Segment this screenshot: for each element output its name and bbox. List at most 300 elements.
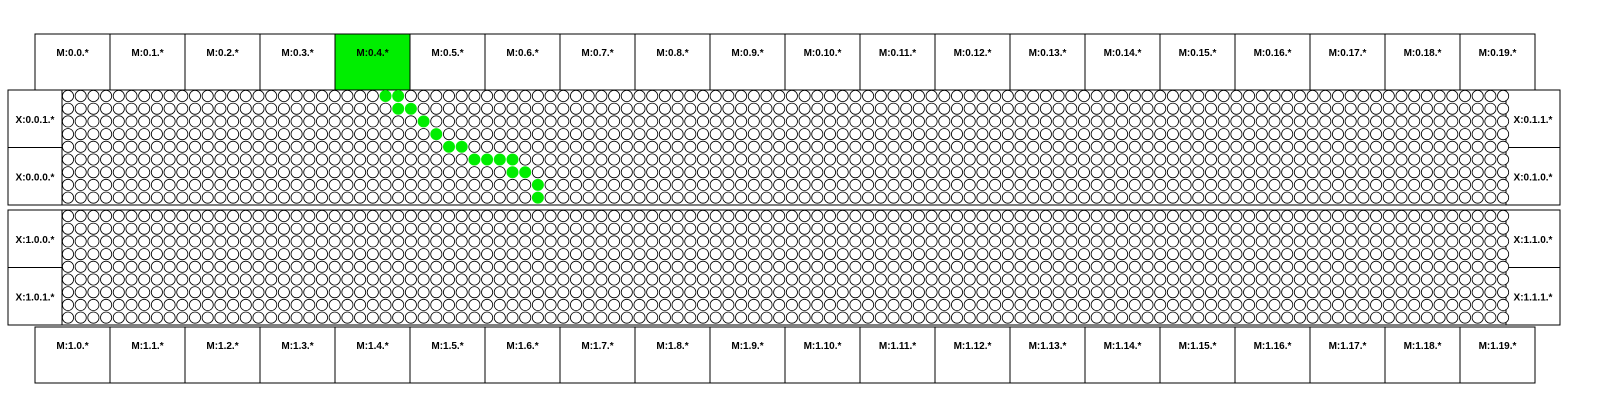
grid-node: [926, 154, 937, 165]
grid-node: [1053, 261, 1064, 272]
grid-node: [62, 312, 73, 323]
grid-node: [278, 261, 289, 272]
grid-node: [1231, 261, 1242, 272]
grid-node: [393, 210, 404, 221]
grid-node: [799, 274, 810, 285]
grid-node: [1142, 210, 1153, 221]
grid-node: [494, 141, 505, 152]
grid-node: [367, 223, 378, 234]
grid-node: [1421, 287, 1432, 298]
grid-node: [240, 141, 251, 152]
grid-node: [1447, 141, 1458, 152]
grid-node: [1205, 312, 1216, 323]
grid-node: [1028, 210, 1039, 221]
grid-node: [786, 167, 797, 178]
grid-node: [1104, 312, 1115, 323]
grid-node: [609, 154, 620, 165]
grid-node: [88, 116, 99, 127]
module-box: [1235, 34, 1310, 90]
grid-node: [215, 129, 226, 140]
grid-node: [278, 299, 289, 310]
grid-node: [558, 261, 569, 272]
grid-node: [1167, 249, 1178, 260]
grid-node: [418, 179, 429, 190]
grid-node: [596, 103, 607, 114]
grid-node: [1472, 210, 1483, 221]
module-box-frame: [1235, 34, 1310, 90]
grid-node: [1015, 90, 1026, 101]
grid-node: [570, 274, 581, 285]
grid-node: [1358, 103, 1369, 114]
grid-node: [456, 312, 467, 323]
grid-node: [1066, 116, 1077, 127]
grid-node: [1244, 192, 1255, 203]
grid-node: [139, 261, 150, 272]
grid-node: [316, 129, 327, 140]
module-box: [1235, 327, 1310, 383]
grid-node: [1485, 312, 1496, 323]
grid-node: [723, 249, 734, 260]
grid-node: [1371, 287, 1382, 298]
grid-node: [710, 236, 721, 247]
grid-node: [990, 287, 1001, 298]
grid-node: [1117, 223, 1128, 234]
grid-node: [875, 312, 886, 323]
grid-node: [697, 90, 708, 101]
grid-node: [1244, 141, 1255, 152]
grid-node: [990, 261, 1001, 272]
grid-node: [1129, 249, 1140, 260]
grid-node: [1332, 299, 1343, 310]
grid-node: [647, 90, 658, 101]
grid-node: [1421, 249, 1432, 260]
grid-node: [494, 167, 505, 178]
grid-node: [1294, 90, 1305, 101]
grid-node: [850, 223, 861, 234]
module-box-frame: [335, 327, 410, 383]
grid-node: [570, 312, 581, 323]
grid-node: [228, 90, 239, 101]
grid-node: [888, 154, 899, 165]
module-box: [110, 327, 185, 383]
grid-node: [1002, 90, 1013, 101]
grid-node: [545, 167, 556, 178]
grid-node: [139, 103, 150, 114]
grid-node: [1002, 274, 1013, 285]
grid-node: [596, 154, 607, 165]
grid-node: [1142, 192, 1153, 203]
grid-node: [837, 287, 848, 298]
grid-node: [1396, 210, 1407, 221]
module-box-frame: [35, 327, 110, 383]
grid-node: [1155, 90, 1166, 101]
grid-node: [88, 299, 99, 310]
grid-node: [355, 154, 366, 165]
grid-node: [215, 287, 226, 298]
grid-node: [1231, 179, 1242, 190]
grid-node: [139, 167, 150, 178]
grid-node: [913, 167, 924, 178]
grid-node-active: [393, 90, 404, 101]
grid-node: [545, 287, 556, 298]
grid-node: [799, 249, 810, 260]
grid-node: [1015, 179, 1026, 190]
grid-node: [88, 192, 99, 203]
grid-node: [482, 103, 493, 114]
grid-node: [1193, 236, 1204, 247]
grid-node: [1358, 154, 1369, 165]
grid-node: [1332, 116, 1343, 127]
grid-node: [824, 167, 835, 178]
grid-node: [1434, 299, 1445, 310]
grid-node: [329, 312, 340, 323]
grid-node: [723, 261, 734, 272]
grid-node: [291, 167, 302, 178]
grid-node: [647, 261, 658, 272]
grid-node: [1282, 287, 1293, 298]
grid-node: [1358, 192, 1369, 203]
grid-node: [863, 179, 874, 190]
grid-node: [266, 236, 277, 247]
grid-node: [774, 90, 785, 101]
grid-node: [926, 167, 937, 178]
grid-node: [1091, 312, 1102, 323]
grid-node: [1155, 261, 1166, 272]
grid-node: [1345, 287, 1356, 298]
grid-node: [278, 236, 289, 247]
grid-node: [596, 210, 607, 221]
grid-node: [786, 154, 797, 165]
grid-node: [990, 192, 1001, 203]
grid-node: [380, 236, 391, 247]
grid-node: [1091, 154, 1102, 165]
grid-node: [1180, 154, 1191, 165]
grid-node: [1472, 179, 1483, 190]
grid-node: [507, 249, 518, 260]
grid-node: [1307, 287, 1318, 298]
port-label-right: X:1.1.1.*: [1513, 292, 1553, 304]
grid-node: [1078, 249, 1089, 260]
grid-node: [177, 192, 188, 203]
grid-node: [532, 299, 543, 310]
grid-node: [583, 223, 594, 234]
grid-node: [1371, 274, 1382, 285]
grid-node: [1371, 312, 1382, 323]
grid-node: [710, 167, 721, 178]
module-label: M:1.12.*: [953, 341, 992, 352]
grid-node: [799, 90, 810, 101]
grid-node: [1053, 179, 1064, 190]
module-box-frame: [260, 327, 335, 383]
module-label: M:0.10.*: [803, 48, 842, 59]
grid-node: [329, 287, 340, 298]
grid-node: [824, 210, 835, 221]
grid-node: [1345, 192, 1356, 203]
grid-node: [634, 103, 645, 114]
grid-node: [228, 116, 239, 127]
grid-node: [1396, 274, 1407, 285]
grid-node: [736, 299, 747, 310]
grid-node: [697, 103, 708, 114]
grid-node: [1117, 261, 1128, 272]
grid-node: [1205, 192, 1216, 203]
grid-node: [329, 261, 340, 272]
grid-node: [1180, 192, 1191, 203]
grid-node: [697, 274, 708, 285]
module-box: [485, 34, 560, 90]
grid-node: [837, 223, 848, 234]
grid-node: [1371, 90, 1382, 101]
grid-node: [1294, 154, 1305, 165]
grid-node: [1244, 312, 1255, 323]
module-box: [710, 327, 785, 383]
grid-node: [164, 299, 175, 310]
port-label-left: X:1.0.1.*: [15, 292, 55, 304]
grid-node: [1193, 210, 1204, 221]
grid-node: [558, 287, 569, 298]
grid-node: [139, 210, 150, 221]
grid-node: [101, 116, 112, 127]
grid-node: [329, 249, 340, 260]
grid-node: [1345, 312, 1356, 323]
grid-node: [266, 274, 277, 285]
grid-node: [1358, 141, 1369, 152]
grid-node: [1485, 287, 1496, 298]
grid-node: [240, 192, 251, 203]
grid-node: [177, 167, 188, 178]
grid-node: [583, 154, 594, 165]
grid-node: [1282, 167, 1293, 178]
grid-node: [761, 179, 772, 190]
grid-node: [901, 223, 912, 234]
grid-node: [1104, 129, 1115, 140]
grid-node: [1332, 179, 1343, 190]
grid-node: [621, 103, 632, 114]
module-box-frame: [185, 34, 260, 90]
grid-node: [863, 274, 874, 285]
grid-node: [329, 192, 340, 203]
grid-node: [253, 299, 264, 310]
grid-node: [1345, 154, 1356, 165]
grid-node: [278, 249, 289, 260]
grid-node: [1459, 129, 1470, 140]
grid-node: [469, 103, 480, 114]
grid-node: [1117, 129, 1128, 140]
grid-node: [101, 287, 112, 298]
grid-node: [532, 141, 543, 152]
module-box-frame: [1160, 327, 1235, 383]
grid-node: [1421, 90, 1432, 101]
grid-node: [1498, 167, 1509, 178]
grid-node: [736, 261, 747, 272]
grid-node: [1434, 261, 1445, 272]
grid-node: [621, 274, 632, 285]
grid-node: [482, 167, 493, 178]
grid-node: [659, 249, 670, 260]
grid-node: [1129, 287, 1140, 298]
grid-node: [456, 179, 467, 190]
grid-node: [1066, 312, 1077, 323]
grid-node: [1244, 274, 1255, 285]
grid-node: [215, 223, 226, 234]
grid-node: [469, 261, 480, 272]
grid-node: [342, 154, 353, 165]
grid-node: [380, 141, 391, 152]
grid-node: [431, 141, 442, 152]
grid-node: [1091, 129, 1102, 140]
grid-node: [1002, 236, 1013, 247]
grid-node: [1015, 154, 1026, 165]
grid-node: [1485, 236, 1496, 247]
grid-node: [380, 299, 391, 310]
module-label: M:0.2.*: [206, 48, 239, 59]
grid-node: [1091, 274, 1102, 285]
grid-node: [1421, 129, 1432, 140]
grid-node: [469, 287, 480, 298]
grid-node: [240, 167, 251, 178]
grid-node: [1256, 90, 1267, 101]
grid-node: [75, 261, 86, 272]
grid-node: [1459, 154, 1470, 165]
grid-node: [253, 179, 264, 190]
grid-node: [1332, 129, 1343, 140]
grid-node: [189, 116, 200, 127]
module-box: [260, 34, 335, 90]
grid-node: [278, 312, 289, 323]
grid-node: [126, 192, 137, 203]
grid-node: [1104, 167, 1115, 178]
grid-node: [126, 141, 137, 152]
grid-node: [1066, 103, 1077, 114]
grid-node: [1091, 167, 1102, 178]
grid-node: [1205, 167, 1216, 178]
grid-node: [913, 261, 924, 272]
grid-node: [850, 90, 861, 101]
grid-node: [609, 90, 620, 101]
module-label: M:0.0.*: [56, 48, 89, 59]
module-label: M:0.6.*: [506, 48, 539, 59]
grid-node: [240, 90, 251, 101]
grid-node: [494, 236, 505, 247]
grid-node: [1485, 179, 1496, 190]
grid-node: [113, 179, 124, 190]
grid-node: [1078, 312, 1089, 323]
grid-node: [113, 103, 124, 114]
grid-node: [443, 192, 454, 203]
grid-node: [697, 223, 708, 234]
module-label: M:1.19.*: [1478, 341, 1517, 352]
grid-node: [609, 103, 620, 114]
grid-node: [1434, 274, 1445, 285]
grid-node: [1485, 103, 1496, 114]
grid-node: [1421, 261, 1432, 272]
grid-node: [88, 274, 99, 285]
grid-node: [939, 129, 950, 140]
grid-node: [672, 154, 683, 165]
grid-node: [1244, 103, 1255, 114]
grid-node: [1294, 167, 1305, 178]
grid-node: [456, 249, 467, 260]
grid-node: [304, 249, 315, 260]
grid-node: [1040, 103, 1051, 114]
grid-node: [215, 116, 226, 127]
grid-node: [926, 116, 937, 127]
grid-node: [316, 90, 327, 101]
grid-node: [1104, 103, 1115, 114]
grid-node: [570, 236, 581, 247]
grid-node: [228, 129, 239, 140]
grid-node: [647, 274, 658, 285]
module-label: M:1.15.*: [1178, 341, 1217, 352]
grid-node: [774, 249, 785, 260]
grid-node: [748, 312, 759, 323]
grid-node: [1498, 249, 1509, 260]
grid-node: [215, 103, 226, 114]
grid-node: [888, 261, 899, 272]
grid-node: [761, 312, 772, 323]
grid-node: [1332, 192, 1343, 203]
grid-node: [1104, 154, 1115, 165]
grid-node: [913, 179, 924, 190]
grid-node: [1358, 299, 1369, 310]
grid-node: [672, 90, 683, 101]
grid-node: [647, 236, 658, 247]
grid-node: [977, 103, 988, 114]
grid-node: [697, 299, 708, 310]
grid-node: [1066, 223, 1077, 234]
grid-node: [469, 167, 480, 178]
grid-node: [1193, 223, 1204, 234]
grid-node: [824, 141, 835, 152]
grid-node: [1383, 236, 1394, 247]
grid-node: [596, 223, 607, 234]
grid-node: [837, 154, 848, 165]
grid-node: [1015, 103, 1026, 114]
grid-node: [1104, 249, 1115, 260]
grid-node: [88, 167, 99, 178]
grid-node: [240, 103, 251, 114]
grid-node: [342, 261, 353, 272]
grid-node: [215, 274, 226, 285]
grid-node: [558, 223, 569, 234]
grid-node: [1180, 210, 1191, 221]
grid-node: [977, 141, 988, 152]
grid-node: [443, 236, 454, 247]
grid-node: [621, 236, 632, 247]
module-label: M:0.3.*: [281, 48, 314, 59]
grid-node: [1231, 129, 1242, 140]
grid-node: [151, 249, 162, 260]
grid-node: [113, 167, 124, 178]
grid-node: [1002, 249, 1013, 260]
grid-node: [1320, 249, 1331, 260]
grid-node: [659, 274, 670, 285]
grid-node: [596, 287, 607, 298]
grid-node: [545, 129, 556, 140]
grid-node: [1028, 154, 1039, 165]
grid-node: [774, 223, 785, 234]
grid-node: [62, 287, 73, 298]
grid-node: [1256, 287, 1267, 298]
grid-node: [863, 210, 874, 221]
grid-node: [202, 261, 213, 272]
grid-node: [1307, 154, 1318, 165]
grid-node: [1383, 261, 1394, 272]
grid-node: [355, 192, 366, 203]
grid-node: [1269, 236, 1280, 247]
grid-node: [685, 236, 696, 247]
grid-node: [786, 90, 797, 101]
